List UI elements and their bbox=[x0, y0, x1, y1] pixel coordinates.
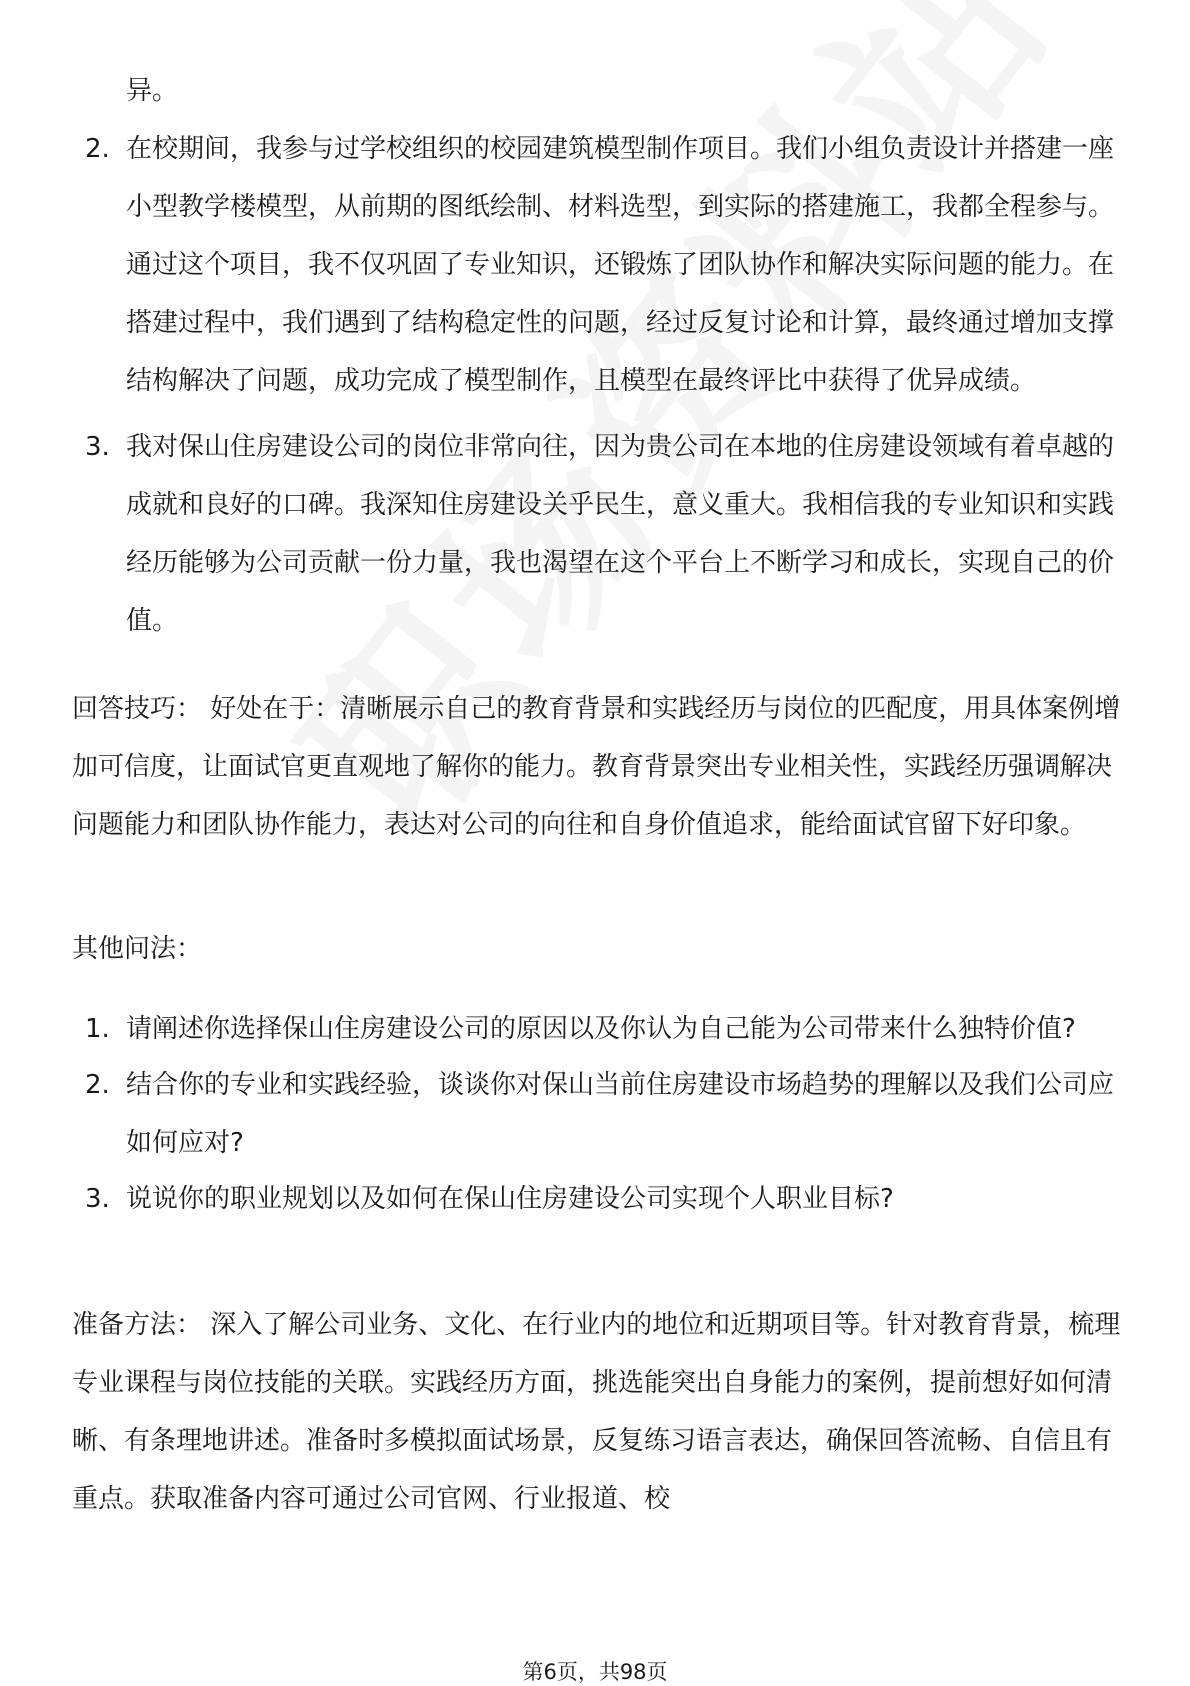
preparation-method: 准备方法： 深入了解公司业务、文化、在行业内的地位和近期项目等。针对教育背景，梳理专业课程与岗位技能的关联。实践经历方面，挑选能突出自身能力的案例，提前想好如何清晰、有条理地讲述。准备时多模拟面试场景，反复练习语言表达，确保回答流畅、自信且有重点。获取准备内容可通过公司官网、行业报道、校 bbox=[72, 1310, 1121, 1514]
other-questions-list bbox=[0, 1000, 1190, 1228]
list-text: 请阐述你选择保山住房建设公司的原因以及你认为自己能为公司带来什么独特价值? bbox=[126, 1014, 1076, 1044]
list-item bbox=[0, 120, 1190, 410]
list-text: 说说你的职业规划以及如何在保山住房建设公司实现个人职业目标? bbox=[126, 1184, 894, 1214]
list-number: 3. bbox=[85, 432, 110, 462]
answer-tips: 回答技巧： 好处在于：清晰展示自己的教育背景和实践经历与岗位的匹配度，用具体案例增加可信度，让面试官更直观地了解你的能力。教育背景突出专业相关性，实践经历强调解决问题能力和团队协作能力，表达对公司的向往和自身价值追求，能给面试官留下好印象。 bbox=[72, 694, 1121, 840]
list-item bbox=[0, 1056, 1190, 1172]
list-text: 我对保山住房建设公司的岗位非常向往，因为贵公司在本地的住房建设领域有着卓越的成就和良好的口碑。我深知住房建设关乎民生，意义重大。我相信我的专业知识和实践经历能够为公司贡献一份力量，我也渴望在这个平台上不断学习和成长，实现自己的价值。 bbox=[126, 432, 1115, 636]
page-number: 第6页，共98页 bbox=[522, 1660, 668, 1684]
other-questions-title: 其他问法： bbox=[72, 934, 203, 964]
list-item bbox=[0, 1170, 1190, 1228]
list-item bbox=[0, 1000, 1190, 1058]
list-item bbox=[0, 418, 1190, 650]
list-number: 1. bbox=[85, 1014, 110, 1044]
list-number: 2. bbox=[85, 1070, 110, 1100]
list-text: 在校期间，我参与过学校组织的校园建筑模型制作项目。我们小组负责设计并搭建一座小型教学楼模型，从前期的图纸绘制、材料选型，到实际的搭建施工，我都全程参与。通过这个项目，我不仅巩固了专业知识，还锻炼了团队协作和解决实际问题的能力。在搭建过程中，我们遇到了结构稳定性的问题，经过反复讨论和计算，最终通过增加支撑结构解决了问题，成功完成了模型制作，且模型在最终评比中获得了优异成绩。 bbox=[126, 134, 1115, 396]
answer-list bbox=[0, 120, 1190, 650]
list-text: 结合你的专业和实践经验，谈谈你对保山当前住房建设市场趋势的理解以及我们公司应如何应对? bbox=[126, 1070, 1115, 1158]
list-number: 3. bbox=[85, 1184, 110, 1214]
list-number: 2. bbox=[85, 134, 110, 164]
carry-over-text: 异。 bbox=[126, 76, 179, 106]
